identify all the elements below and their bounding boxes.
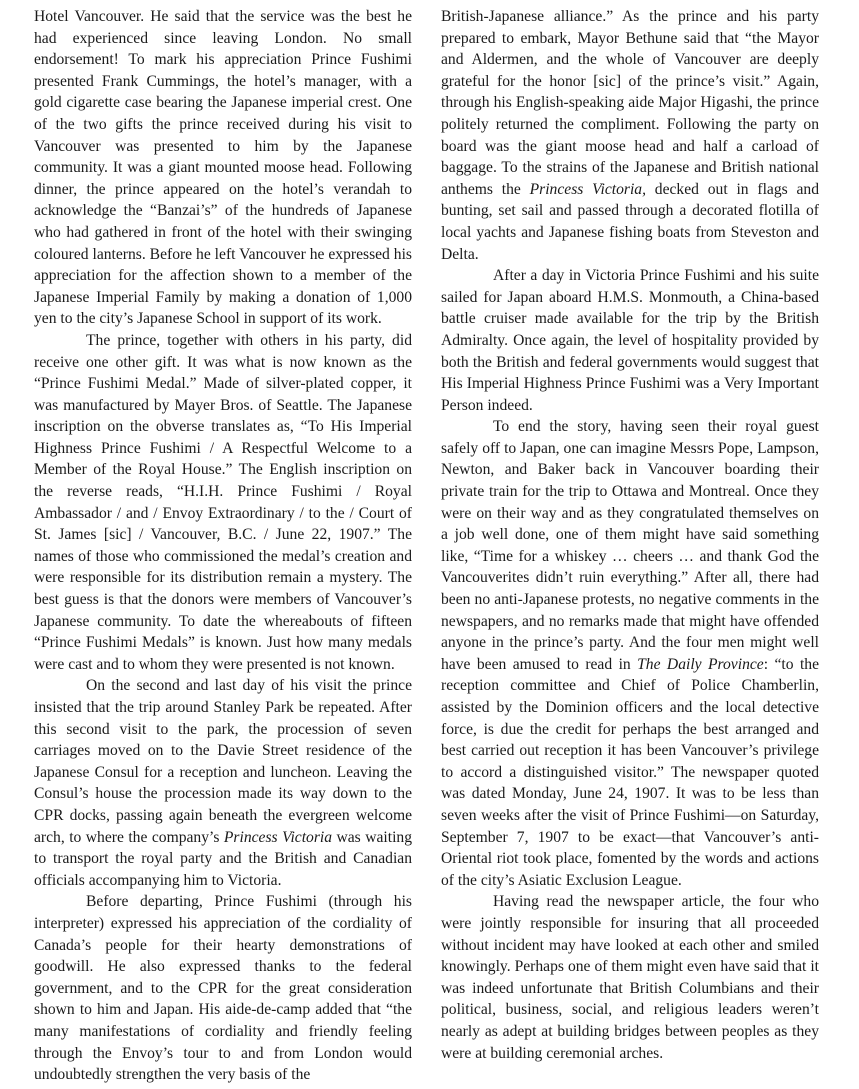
- text-run: was waiting to transport the royal party and the British and Canadian officials accompanying him to Victoria.: [34, 828, 412, 889]
- text-run: On the second and last day of his visit the prince insisted that the trip around Stanley Park be repeated. After this second visit to the park, the procession of seven carriages moved on to the Davie Street residence of the Japanese Consul for a reception and luncheon. Leaving the Consul’s house the procession made its way down to the CPR docks, passing again beneath the evergreen welcome arch, to where the company’s: [34, 677, 412, 846]
- text-run: The prince, together with others in his party, did receive one other gift. It was what is now known as the “Prince Fushimi Medal.” Made of silver-plated copper, it was manufactured by Mayer Bros. of Seattle. The Japanese inscription on the obverse translates as, “To His Imperial Highness Prince Fushimi / A Respectful Welcome to a Member of the Royal House.” The English inscription on the reverse reads, “H.I.H. Prince Fushimi / Royal Ambassador / and / Envoy Extraordinary / to the / Court of St. James [sic] / Vancouver, B.C. / June 22, 1907.” The names of those who commissioned the medal’s creation and were responsible for its distribution remain a mystery. The best guess is that the donors were members of Vancouver’s Japanese community. To date the whereabouts of fifteen “Prince Fushimi Medals” is known. Just how many medals were cast and to whom they were presented is not known.: [34, 331, 412, 673]
- paragraph: [34, 330, 412, 676]
- text-run: : “to the reception committee and Chief of Police Chamberlin, assisted by the Dominion officers and the local detective force, is due the credit for perhaps the best arranged and best carried out reception it has been Vancouver’s privilege to accord a distinguished visitor.” The newspaper quoted was dated Monday, June 24, 1907. It was to be less than seven weeks after the visit of Prince Fushimi—on Saturday, September 7, 1907 to be exact—that Vancouver’s anti-Oriental riot took place, fomented by the words and actions of the city’s Asiatic Exclusion League.: [441, 655, 819, 889]
- paragraph: [441, 6, 819, 265]
- paragraph: [441, 416, 819, 891]
- text-run: Before departing, Prince Fushimi (through his interpreter) expressed his appreciation of the cordiality of Canada’s people for their hearty demonstrations of goodwill. He also expressed thanks to the federal government, and to the CPR for the great consideration shown to him and Japan. His aide-de-camp added that “the many manifestations of cordiality and friendly feeling through the Envoy’s tour to and from London would undoubtedly strengthen the very basis of the: [34, 893, 412, 1084]
- paragraph: [34, 6, 412, 330]
- text-run: After a day in Victoria Prince Fushimi and his suite sailed for Japan aboard H.M.S. Monmouth, a China-based battle cruiser made available for the trip by the British Admiralty. Once again, the level of hospitality provided by both the British and federal governments would suggest that His Imperial Highness Prince Fushimi was a Very Important Person indeed.: [441, 267, 819, 414]
- paragraph: [34, 891, 412, 1085]
- right-column: [441, 6, 819, 1064]
- paragraph: [441, 891, 819, 1064]
- text-run: To end the story, having seen their royal guest safely off to Japan, one can imagine Messrs Pope, Lampson, Newton, and Baker back in Vancouver boarding their private train for the trip to Ottawa and Montreal. Once they were on their way and as they congratulated themselves on a job well done, one of them might have said something like, “Time for a whiskey … cheers … and thank God the Vancouverites didn’t ruin everything.” After all, there had been no anti-Japanese protests, no negative comments in the newspapers, and no remarks made that might have offended anyone in the prince’s party. And the four men might well have been amused to read in: [441, 418, 819, 673]
- ship-name-italic: Princess Victoria,: [529, 180, 646, 198]
- paragraph: [441, 265, 819, 416]
- text-run: Having read the newspaper article, the four who were jointly responsible for insuring that all proceeded without incident may have looked at each other and smiled knowingly. Perhaps one of them might even have said that it was indeed unfortunate that British Columbians and their political, business, social, and religious leaders weren’t nearly as adept at building bridges between peoples as they were at building ceremonial arches.: [441, 893, 819, 1062]
- newspaper-name-italic: The Daily Province: [637, 655, 764, 673]
- left-column: [34, 6, 412, 1086]
- ship-name-italic: Princess Victoria: [223, 828, 333, 846]
- text-run: decked out in flags and bunting, set sail and passed through a decorated flotilla of local yachts and Japanese fishing boats from Steveston and Delta.: [441, 180, 820, 263]
- text-run: British-Japanese alliance.” As the prince and his party prepared to embark, Mayor Bethune said that “the Mayor and Aldermen, and the whole of Vancouver are deeply grateful for the honor [sic] of the prince’s visit.” Again, through his English-speaking aide Major Higashi, the prince politely returned the compliment. Following the party on board was the giant moose head and half a carload of baggage. To the strains of the Japanese and British national anthems the: [441, 8, 819, 198]
- text-run: Hotel Vancouver. He said that the service was the best he had experienced since leaving London. No small endorsement! To mark his appreciation Prince Fushimi presented Frank Cummings, the hotel’s manager, with a gold cigarette case bearing the Japanese imperial crest. One of the two gifts the prince received during his visit to Vancouver was presented to him by the Japanese community. It was a giant mounted moose head. Following dinner, the prince appeared on the hotel’s verandah to acknowledge the “Banzai’s” of the hundreds of Japanese who had gathered in front of the hotel with their swinging coloured lanterns. Before he left Vancouver he expressed his appreciation for the affection shown to a member of the Japanese Imperial Family by making a donation of 1,000 yen to the city’s Japanese School in support of its work.: [34, 8, 412, 328]
- paragraph: [34, 675, 412, 891]
